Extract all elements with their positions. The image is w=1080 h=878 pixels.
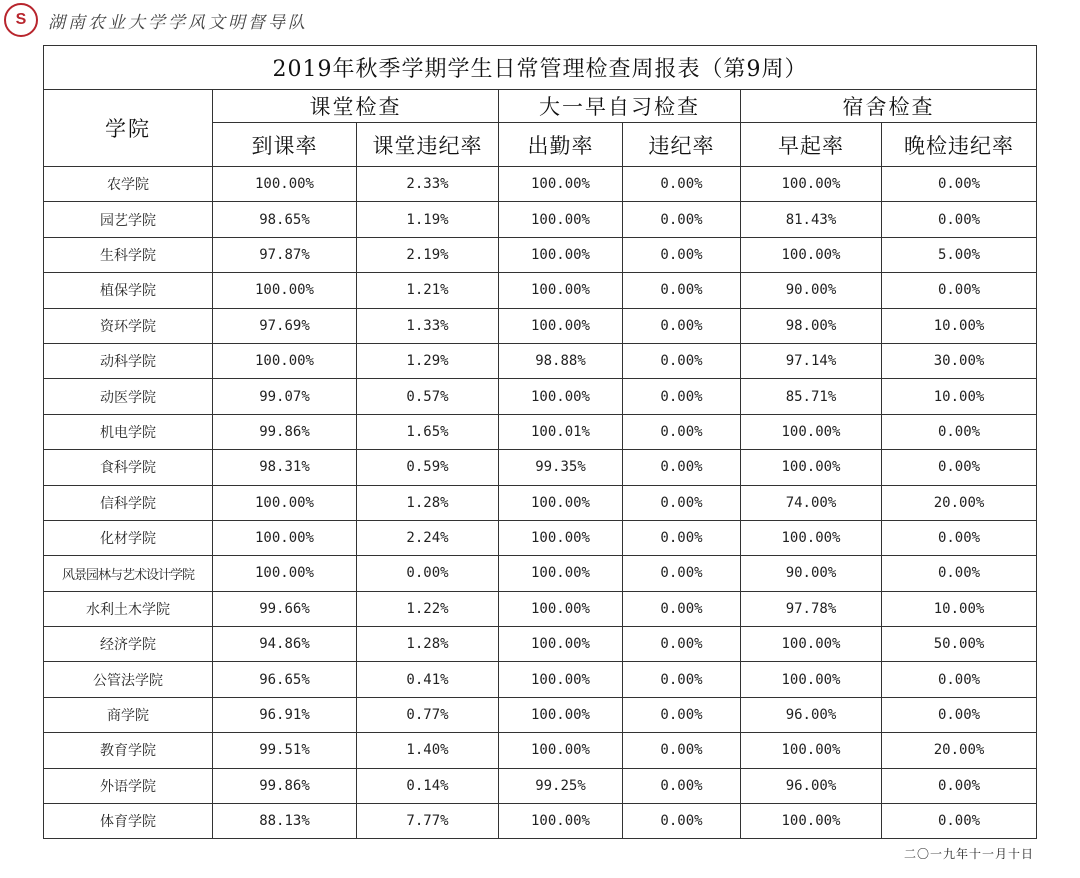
college-name-cell: 信科学院 bbox=[44, 485, 213, 520]
value-cell: 0.00% bbox=[623, 202, 741, 237]
table-row bbox=[44, 627, 1037, 662]
value-cell: 0.00% bbox=[623, 662, 741, 697]
value-cell: 100.00% bbox=[213, 520, 357, 555]
value-cell: 20.00% bbox=[882, 733, 1037, 768]
table-row bbox=[44, 450, 1037, 485]
value-cell: 99.86% bbox=[213, 768, 357, 803]
value-cell: 98.00% bbox=[741, 308, 882, 343]
value-cell: 1.21% bbox=[357, 273, 499, 308]
value-cell: 0.00% bbox=[882, 414, 1037, 449]
table-row bbox=[44, 237, 1037, 272]
value-cell: 88.13% bbox=[213, 804, 357, 839]
value-cell: 0.00% bbox=[623, 733, 741, 768]
value-cell: 10.00% bbox=[882, 379, 1037, 414]
value-cell: 0.59% bbox=[357, 450, 499, 485]
value-cell: 0.00% bbox=[882, 273, 1037, 308]
value-cell: 100.00% bbox=[741, 414, 882, 449]
value-cell: 1.28% bbox=[357, 485, 499, 520]
value-cell: 99.86% bbox=[213, 414, 357, 449]
value-cell: 1.40% bbox=[357, 733, 499, 768]
value-cell: 99.25% bbox=[499, 768, 623, 803]
value-cell: 96.65% bbox=[213, 662, 357, 697]
value-cell: 98.88% bbox=[499, 343, 623, 378]
college-name-cell: 食科学院 bbox=[44, 450, 213, 485]
value-cell: 1.29% bbox=[357, 343, 499, 378]
value-cell: 10.00% bbox=[882, 591, 1037, 626]
value-cell: 98.65% bbox=[213, 202, 357, 237]
value-cell: 0.00% bbox=[623, 450, 741, 485]
value-cell: 100.00% bbox=[499, 273, 623, 308]
college-name-cell: 商学院 bbox=[44, 697, 213, 732]
college-name-cell: 风景园林与艺术设计学院 bbox=[44, 556, 213, 591]
value-cell: 100.00% bbox=[499, 556, 623, 591]
value-cell: 30.00% bbox=[882, 343, 1037, 378]
table-row bbox=[44, 414, 1037, 449]
group-header-dorm: 宿舍检查 bbox=[741, 90, 1037, 123]
table-row bbox=[44, 697, 1037, 732]
value-cell: 0.00% bbox=[623, 556, 741, 591]
college-name-cell: 教育学院 bbox=[44, 733, 213, 768]
value-cell: 98.31% bbox=[213, 450, 357, 485]
value-cell: 100.00% bbox=[499, 485, 623, 520]
value-cell: 0.00% bbox=[882, 167, 1037, 202]
value-cell: 0.00% bbox=[882, 662, 1037, 697]
college-column-header: 学院 bbox=[44, 90, 213, 167]
college-name-cell: 化材学院 bbox=[44, 520, 213, 555]
value-cell: 100.00% bbox=[499, 804, 623, 839]
group-header-morning-study: 大一早自习检查 bbox=[499, 90, 741, 123]
university-logo-icon: S bbox=[4, 3, 38, 37]
value-cell: 100.00% bbox=[499, 202, 623, 237]
college-name-cell: 农学院 bbox=[44, 167, 213, 202]
value-cell: 99.51% bbox=[213, 733, 357, 768]
value-cell: 100.00% bbox=[741, 237, 882, 272]
value-cell: 74.00% bbox=[741, 485, 882, 520]
col-header-night-check-violation-rate: 晚检违纪率 bbox=[882, 123, 1037, 167]
value-cell: 100.00% bbox=[741, 520, 882, 555]
value-cell: 0.00% bbox=[623, 237, 741, 272]
value-cell: 100.00% bbox=[499, 697, 623, 732]
value-cell: 100.00% bbox=[499, 167, 623, 202]
table-row bbox=[44, 768, 1037, 803]
value-cell: 0.00% bbox=[882, 804, 1037, 839]
college-name-cell: 动科学院 bbox=[44, 343, 213, 378]
value-cell: 100.00% bbox=[499, 379, 623, 414]
value-cell: 97.87% bbox=[213, 237, 357, 272]
value-cell: 0.00% bbox=[623, 379, 741, 414]
value-cell: 0.00% bbox=[882, 768, 1037, 803]
college-name-cell: 机电学院 bbox=[44, 414, 213, 449]
value-cell: 100.01% bbox=[499, 414, 623, 449]
value-cell: 1.28% bbox=[357, 627, 499, 662]
value-cell: 1.22% bbox=[357, 591, 499, 626]
college-name-cell: 公管法学院 bbox=[44, 662, 213, 697]
value-cell: 81.43% bbox=[741, 202, 882, 237]
group-header-classroom: 课堂检查 bbox=[213, 90, 499, 123]
value-cell: 0.00% bbox=[882, 202, 1037, 237]
value-cell: 0.41% bbox=[357, 662, 499, 697]
college-name-cell: 水利土木学院 bbox=[44, 591, 213, 626]
value-cell: 5.00% bbox=[882, 237, 1037, 272]
value-cell: 97.14% bbox=[741, 343, 882, 378]
value-cell: 96.91% bbox=[213, 697, 357, 732]
value-cell: 20.00% bbox=[882, 485, 1037, 520]
value-cell: 0.00% bbox=[623, 768, 741, 803]
value-cell: 94.86% bbox=[213, 627, 357, 662]
table-row bbox=[44, 733, 1037, 768]
table-row bbox=[44, 591, 1037, 626]
report-title: 2019年秋季学期学生日常管理检查周报表（第9周） bbox=[44, 46, 1037, 90]
value-cell: 0.14% bbox=[357, 768, 499, 803]
value-cell: 96.00% bbox=[741, 697, 882, 732]
value-cell: 0.00% bbox=[623, 520, 741, 555]
table-row bbox=[44, 485, 1037, 520]
value-cell: 100.00% bbox=[213, 556, 357, 591]
value-cell: 0.00% bbox=[623, 627, 741, 662]
college-name-cell: 生科学院 bbox=[44, 237, 213, 272]
col-header-attendance-rate: 到课率 bbox=[213, 123, 357, 167]
value-cell: 100.00% bbox=[213, 167, 357, 202]
value-cell: 100.00% bbox=[741, 733, 882, 768]
value-cell: 100.00% bbox=[499, 733, 623, 768]
table-row bbox=[44, 202, 1037, 237]
value-cell: 100.00% bbox=[213, 273, 357, 308]
value-cell: 2.24% bbox=[357, 520, 499, 555]
value-cell: 99.07% bbox=[213, 379, 357, 414]
table-row bbox=[44, 273, 1037, 308]
value-cell: 0.00% bbox=[882, 520, 1037, 555]
table-row bbox=[44, 556, 1037, 591]
value-cell: 100.00% bbox=[499, 237, 623, 272]
report-body bbox=[44, 167, 1037, 839]
value-cell: 0.00% bbox=[357, 556, 499, 591]
value-cell: 0.00% bbox=[882, 450, 1037, 485]
college-name-cell: 植保学院 bbox=[44, 273, 213, 308]
value-cell: 1.65% bbox=[357, 414, 499, 449]
value-cell: 0.00% bbox=[882, 556, 1037, 591]
table-row bbox=[44, 804, 1037, 839]
value-cell: 0.00% bbox=[623, 485, 741, 520]
weekly-report-table bbox=[43, 45, 1037, 839]
value-cell: 99.35% bbox=[499, 450, 623, 485]
value-cell: 0.00% bbox=[623, 273, 741, 308]
college-name-cell: 外语学院 bbox=[44, 768, 213, 803]
value-cell: 0.00% bbox=[623, 343, 741, 378]
table-row bbox=[44, 379, 1037, 414]
col-header-early-rise-rate: 早起率 bbox=[741, 123, 882, 167]
value-cell: 100.00% bbox=[213, 343, 357, 378]
college-name-cell: 动医学院 bbox=[44, 379, 213, 414]
value-cell: 99.66% bbox=[213, 591, 357, 626]
col-header-presence-rate: 出勤率 bbox=[499, 123, 623, 167]
value-cell: 97.78% bbox=[741, 591, 882, 626]
table-row bbox=[44, 308, 1037, 343]
value-cell: 1.19% bbox=[357, 202, 499, 237]
value-cell: 0.57% bbox=[357, 379, 499, 414]
value-cell: 97.69% bbox=[213, 308, 357, 343]
table-row bbox=[44, 520, 1037, 555]
value-cell: 1.33% bbox=[357, 308, 499, 343]
value-cell: 50.00% bbox=[882, 627, 1037, 662]
college-name-cell: 体育学院 bbox=[44, 804, 213, 839]
value-cell: 0.00% bbox=[882, 697, 1037, 732]
page-header bbox=[4, 2, 404, 38]
value-cell: 100.00% bbox=[499, 591, 623, 626]
table-row bbox=[44, 167, 1037, 202]
value-cell: 96.00% bbox=[741, 768, 882, 803]
value-cell: 0.00% bbox=[623, 804, 741, 839]
value-cell: 85.71% bbox=[741, 379, 882, 414]
value-cell: 0.00% bbox=[623, 414, 741, 449]
value-cell: 90.00% bbox=[741, 556, 882, 591]
value-cell: 90.00% bbox=[741, 273, 882, 308]
college-name-cell: 经济学院 bbox=[44, 627, 213, 662]
table-row bbox=[44, 662, 1037, 697]
value-cell: 0.00% bbox=[623, 167, 741, 202]
value-cell: 100.00% bbox=[213, 485, 357, 520]
value-cell: 0.00% bbox=[623, 591, 741, 626]
value-cell: 100.00% bbox=[741, 662, 882, 697]
col-header-class-violation-rate: 课堂违纪率 bbox=[357, 123, 499, 167]
value-cell: 0.00% bbox=[623, 308, 741, 343]
value-cell: 100.00% bbox=[499, 662, 623, 697]
value-cell: 2.19% bbox=[357, 237, 499, 272]
college-name-cell: 资环学院 bbox=[44, 308, 213, 343]
value-cell: 10.00% bbox=[882, 308, 1037, 343]
value-cell: 100.00% bbox=[741, 804, 882, 839]
value-cell: 100.00% bbox=[499, 308, 623, 343]
org-name: 湖南农业大学学风文明督导队 bbox=[48, 12, 308, 33]
col-header-violation-rate: 违纪率 bbox=[623, 123, 741, 167]
value-cell: 0.77% bbox=[357, 697, 499, 732]
value-cell: 100.00% bbox=[499, 627, 623, 662]
value-cell: 100.00% bbox=[741, 167, 882, 202]
table-row bbox=[44, 343, 1037, 378]
value-cell: 7.77% bbox=[357, 804, 499, 839]
value-cell: 100.00% bbox=[741, 627, 882, 662]
college-name-cell: 园艺学院 bbox=[44, 202, 213, 237]
value-cell: 100.00% bbox=[741, 450, 882, 485]
value-cell: 0.00% bbox=[623, 697, 741, 732]
value-cell: 2.33% bbox=[357, 167, 499, 202]
report-date: 二〇一九年十一月十日 bbox=[903, 847, 1034, 861]
value-cell: 100.00% bbox=[499, 520, 623, 555]
